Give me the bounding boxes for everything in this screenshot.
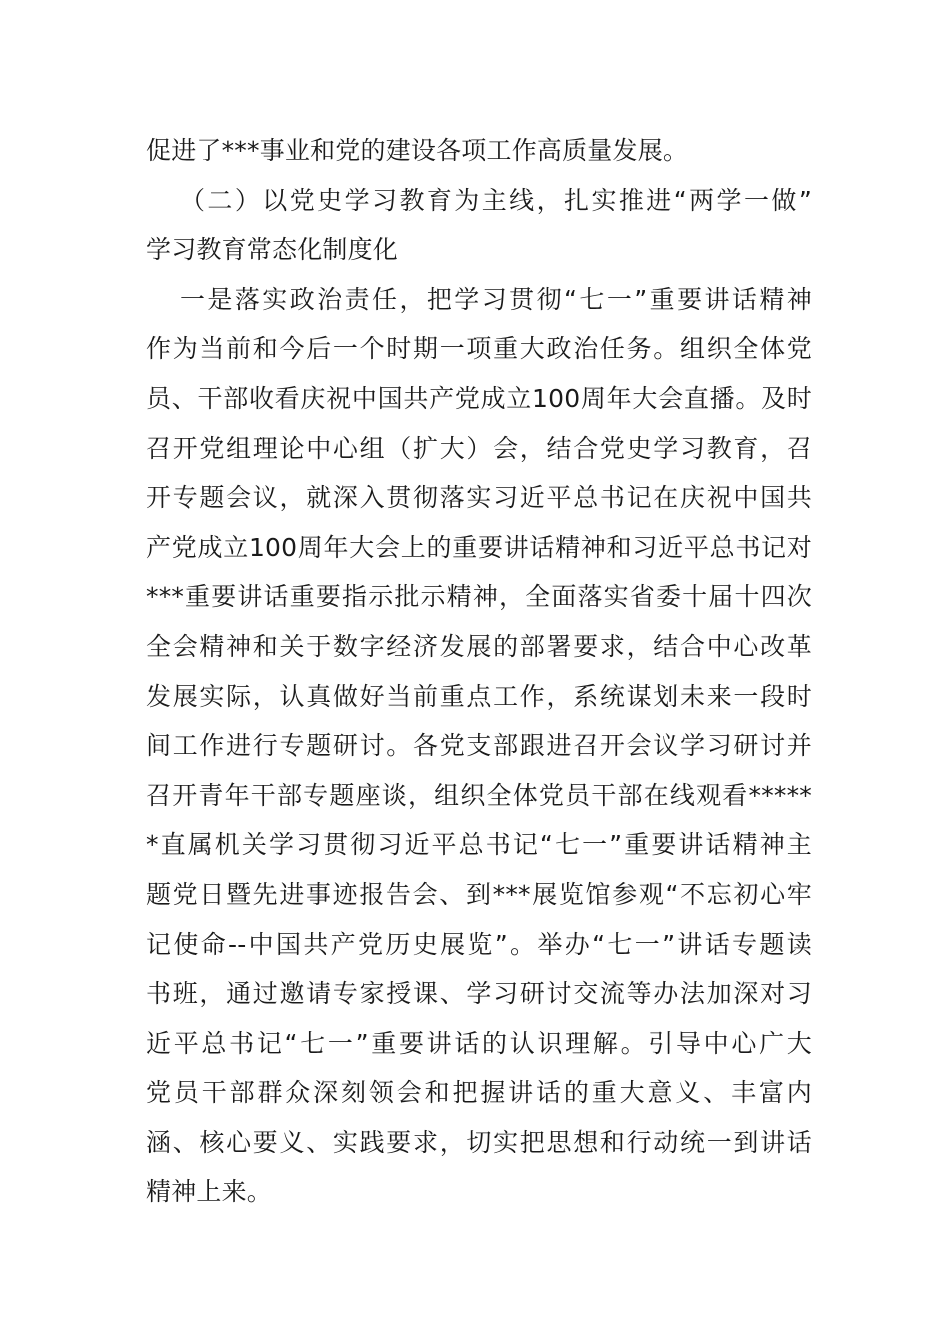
section-heading-line: 学习教育常态化制度化 — [146, 235, 399, 265]
text-line: 书班，通过邀请专家授课、学习研讨交流等办法加深对习 — [146, 979, 812, 1009]
text-line: 精神上来。 — [146, 1177, 273, 1207]
text-line: ***重要讲话重要指示批示精神，全面落实省委十届十四次 — [146, 582, 812, 612]
text-line: 题党日暨先进事迹报告会、到***展览馆参观“不忘初心牢 — [146, 879, 812, 909]
section-heading-line: （二）以党史学习教育为主线，扎实推进“两学一做” — [180, 185, 812, 215]
body-text — [146, 126, 812, 1217]
text-line: 间工作进行专题研讨。各党支部跟进召开会议学习研讨并 — [146, 731, 812, 761]
text-line: 涵、核心要义、实践要求，切实把思想和行动统一到讲话 — [146, 1127, 812, 1157]
text-line: 发展实际，认真做好当前重点工作，系统谋划未来一段时 — [146, 681, 812, 711]
text-line: 记使命--中国共产党历史展览”。举办“七一”讲话专题读 — [146, 929, 812, 959]
text-line: 作为当前和今后一个时期一项重大政治任务。组织全体党 — [146, 334, 812, 364]
text-line: 近平总书记“七一”重要讲话的认识理解。引导中心广大 — [146, 1028, 812, 1058]
text-line: 开专题会议，就深入贯彻落实习近平总书记在庆祝中国共 — [146, 483, 812, 513]
text-line: 党员干部群众深刻领会和把握讲话的重大意义、丰富内 — [146, 1078, 812, 1108]
text-line: *直属机关学习贯彻习近平总书记“七一”重要讲话精神主 — [146, 830, 812, 860]
text-line: 全会精神和关于数字经济发展的部署要求，结合中心改革 — [146, 631, 812, 661]
text-line: 促进了***事业和党的建设各项工作高质量发展。 — [146, 136, 689, 165]
text-line: 产党成立100周年大会上的重要讲话精神和习近平总书记对 — [146, 532, 812, 562]
text-line: 一是落实政治责任，把学习贯彻“七一”重要讲话精神 — [180, 284, 812, 314]
text-line: 召开党组理论中心组（扩大）会，结合党史学习教育，召 — [146, 433, 812, 463]
text-line: 召开青年干部专题座谈，组织全体党员干部在线观看***** — [146, 780, 812, 810]
text-line: 员、干部收看庆祝中国共产党成立100周年大会直播。及时 — [146, 383, 812, 413]
